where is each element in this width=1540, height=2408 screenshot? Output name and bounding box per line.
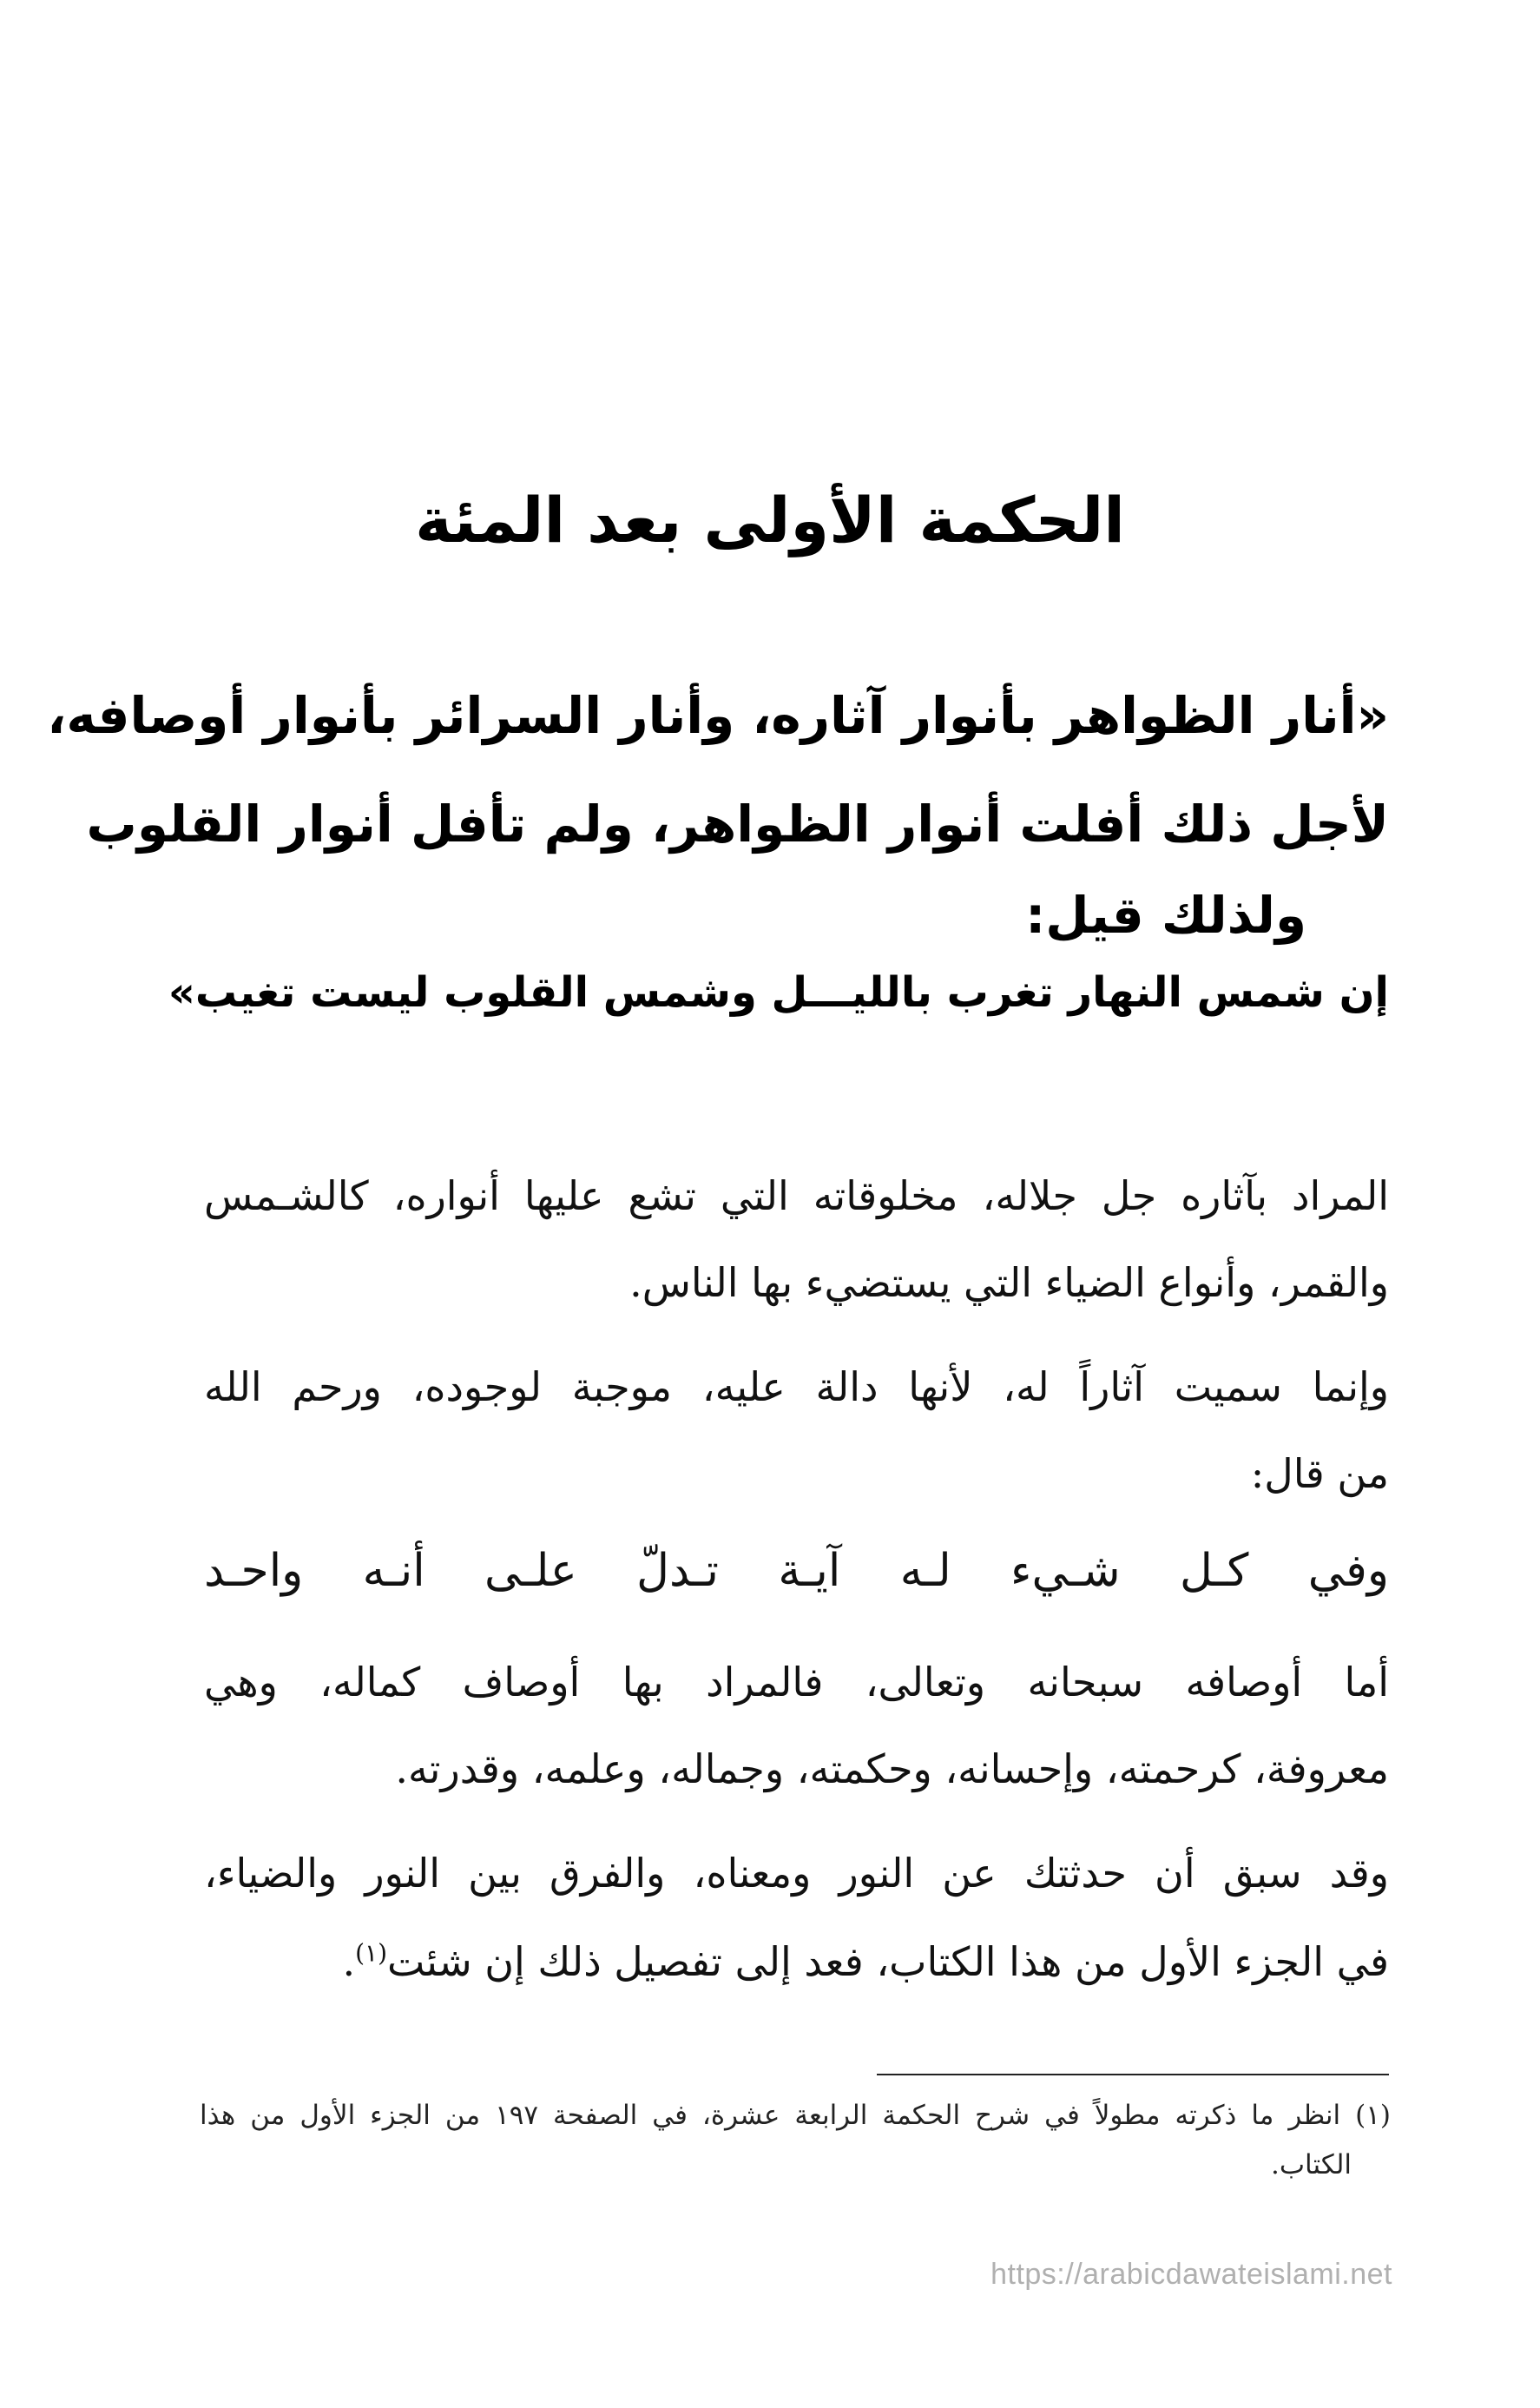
quote-verse <box>168 968 1389 1019</box>
paragraph-1-line-1: المراد بآثاره جل جلاله، مخلوقاته التي تشع عليها أنواره، كالشـمس <box>204 1172 1389 1219</box>
paragraph-1-line-2: والقمر، وأنواع الضياء التي يستضيء بها الناس. <box>629 1259 1389 1306</box>
paragraph-4-text: في الجزء الأول من هذا الكتاب، فعد إلى تفصيل ذلك إن شئت <box>387 1938 1389 1985</box>
verse-word: آيـة <box>778 1545 841 1597</box>
watermark-url: https://arabicdawateislami.net <box>990 2258 1392 2291</box>
verse-word: واحـد <box>204 1545 304 1597</box>
quote-verse-first-half: إن شمس النهار تغرب بالليــ <box>822 968 1389 1017</box>
verse-word: علـى <box>484 1545 577 1597</box>
verse-word: تـدلّ <box>636 1545 719 1597</box>
page-title: الحكمة الأولى بعد المئة <box>415 484 1125 557</box>
paragraph-2-line-1: وإنما سميت آثاراً له، لأنها دالة عليه، موجبة لوجوده، ورحم الله <box>204 1363 1389 1410</box>
verse-word: أنـه <box>362 1545 425 1597</box>
verse-word: شـيء <box>1010 1545 1121 1597</box>
footnote-line-1: (١) انظر ما ذكرته مطولاً في شرح الحكمة الرابعة عشرة، في الصفحة ١٩٧ من الجزء الأول من هذا <box>200 2100 1391 2131</box>
paragraph-2-line-2: من قال: <box>1250 1450 1389 1497</box>
footnote-line-2: الكتاب. <box>1270 2149 1352 2180</box>
footnote-separator <box>877 2074 1389 2075</box>
quote-line-3: ولذلك قيل: <box>1025 886 1306 945</box>
verse-word: لـه <box>899 1545 951 1597</box>
verse-word: كـل <box>1179 1545 1249 1597</box>
paragraph-4-end: . <box>342 1938 356 1985</box>
paragraph-4-line-2 <box>204 1938 1389 1986</box>
verse-word: وفي <box>1307 1545 1389 1597</box>
paragraph-3-line-1: أما أوصافه سبحانه وتعالى، فالمراد بها أوصاف كماله، وهي <box>204 1659 1389 1705</box>
paragraph-4-line-1: وقد سبق أن حدثتك عن النور ومعناه، والفرق بين النور والضياء، <box>204 1850 1389 1897</box>
body-verse <box>204 1544 1389 1598</box>
quote-verse-second-half: ـل وشمس القلوب ليست تغيب» <box>168 968 823 1017</box>
quote-line-2: لأجل ذلك أفلت أنوار الظواهر، ولم تأفل أنوار القلوب <box>86 795 1389 854</box>
footnote-reference: (١) <box>355 1938 388 1968</box>
paragraph-3-line-2: معروفة، كرحمته، وإحسانه، وحكمته، وجماله، وعلمه، وقدرته. <box>395 1745 1389 1792</box>
quote-line-1: «أنار الظواهر بأنوار آثاره، وأنار السرائر بأنوار أوصافه، <box>47 686 1389 745</box>
